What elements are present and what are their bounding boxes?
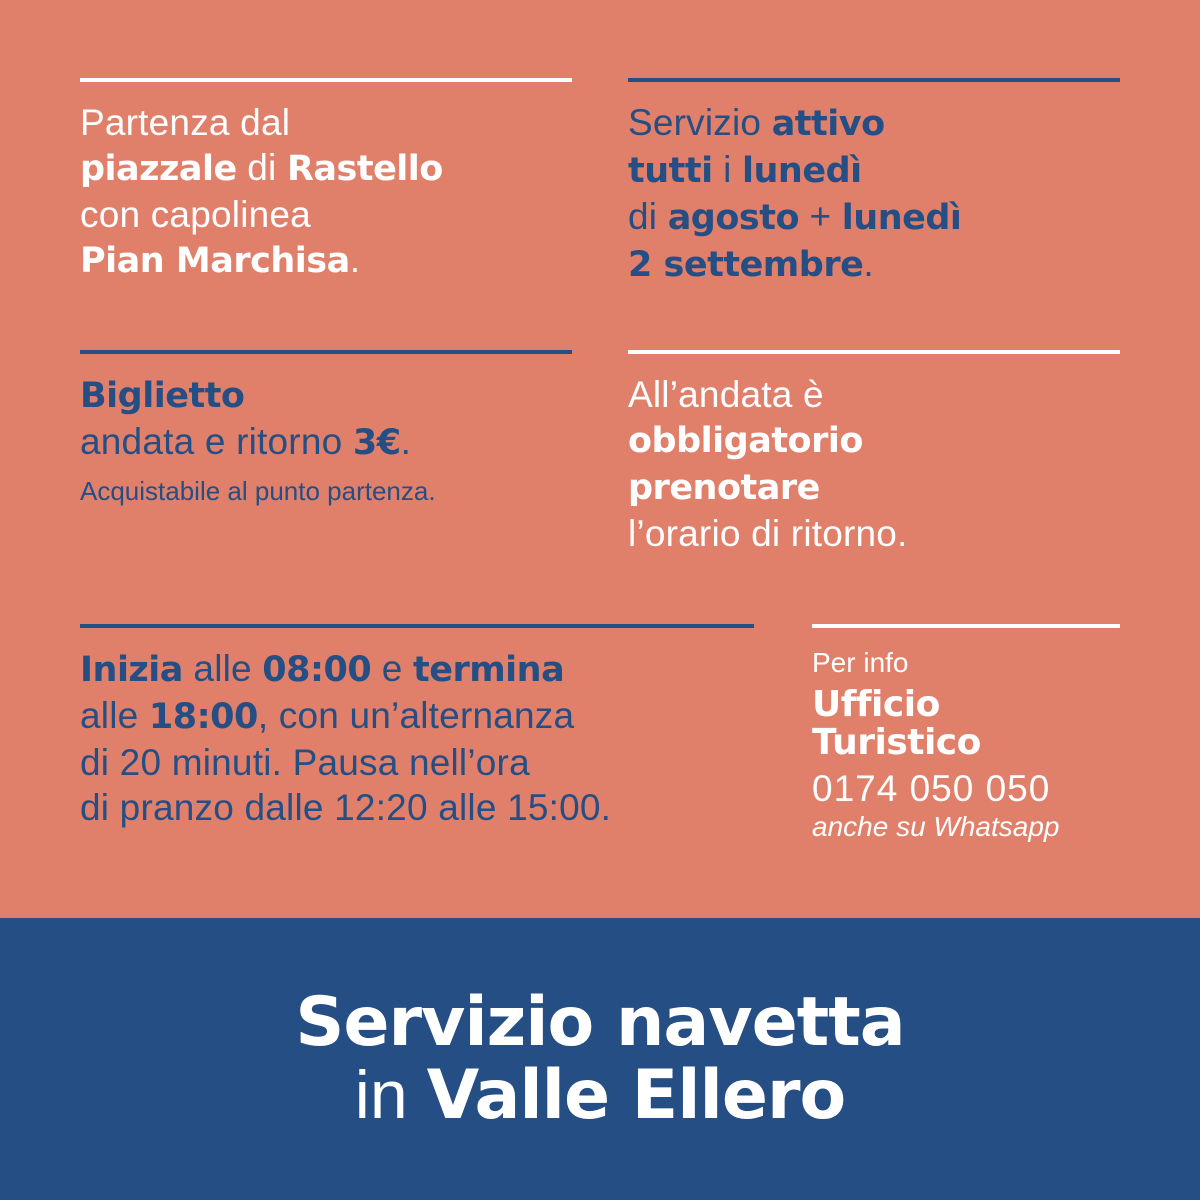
- text: alle: [80, 695, 149, 736]
- text: i: [712, 149, 742, 190]
- booking-text: [628, 372, 1120, 556]
- ticket-note: Acquistabile al punto partenza.: [80, 476, 436, 506]
- text: .: [400, 421, 412, 462]
- highlight: Rastello: [286, 149, 443, 189]
- text: di: [236, 147, 287, 188]
- text: Partenza dal: [80, 102, 291, 143]
- text: e: [371, 648, 413, 689]
- text: con capolinea: [80, 194, 311, 235]
- info-label: Per info: [812, 647, 909, 678]
- text: andata e ritorno: [80, 421, 353, 462]
- footer-title: Servizio navetta: [295, 983, 905, 1062]
- divider: [80, 624, 754, 628]
- info-block: [812, 624, 1120, 842]
- schedule-days-text: [628, 100, 1120, 288]
- text: di: [628, 196, 668, 237]
- text: .: [863, 243, 874, 284]
- highlight: lunedì: [841, 198, 962, 238]
- departure-text: [80, 100, 572, 284]
- text: di 20 minuti. Pausa nell’ora: [80, 742, 530, 783]
- highlight: lunedì: [742, 151, 862, 191]
- highlight: attivo: [771, 104, 885, 144]
- highlight: termina: [412, 650, 565, 690]
- divider: [80, 78, 572, 82]
- whatsapp-note: anche su Whatsapp: [812, 811, 1060, 842]
- hours-block: [80, 624, 754, 830]
- text: Servizio: [628, 102, 772, 143]
- text: .: [349, 239, 361, 280]
- highlight: agosto: [667, 198, 800, 238]
- text: di pranzo dalle 12:20 alle 15:00.: [80, 787, 612, 828]
- divider: [812, 624, 1120, 628]
- divider: [80, 350, 572, 354]
- highlight: prenotare: [628, 468, 820, 508]
- footer-subtitle: [0, 1058, 1200, 1133]
- highlight: 08:00: [262, 650, 372, 690]
- highlight: Pian Marchisa: [80, 241, 350, 281]
- highlight: 2 settembre: [628, 245, 864, 285]
- footer-banner: [0, 918, 1200, 1200]
- office-name: [812, 686, 1120, 762]
- departure-block: [80, 78, 572, 284]
- highlight: Biglietto: [80, 376, 245, 416]
- divider: [628, 78, 1120, 82]
- text: l’orario di ritorno.: [628, 513, 908, 554]
- hours-text: [80, 646, 754, 830]
- phone-number: 0174 050 050: [812, 768, 1051, 809]
- price: 3€: [352, 423, 401, 463]
- office-line: Turistico: [812, 722, 981, 763]
- ticket-block: [80, 350, 572, 510]
- ticket-text: [80, 372, 572, 466]
- text: +: [799, 196, 842, 237]
- highlight: 18:00: [148, 697, 258, 737]
- booking-block: [628, 350, 1120, 556]
- text: , con un’alternanza: [257, 695, 575, 736]
- divider: [628, 350, 1120, 354]
- highlight: Inizia: [80, 650, 183, 690]
- office-line: Ufficio: [812, 684, 940, 725]
- highlight: tutti: [628, 151, 713, 191]
- highlight: piazzale: [80, 149, 237, 189]
- text: All’andata è: [628, 374, 824, 415]
- highlight: obbligatorio: [628, 421, 863, 461]
- valley-name: Valle Ellero: [426, 1056, 846, 1135]
- text: in: [354, 1057, 427, 1133]
- schedule-days-block: [628, 78, 1120, 288]
- text: alle: [182, 648, 263, 689]
